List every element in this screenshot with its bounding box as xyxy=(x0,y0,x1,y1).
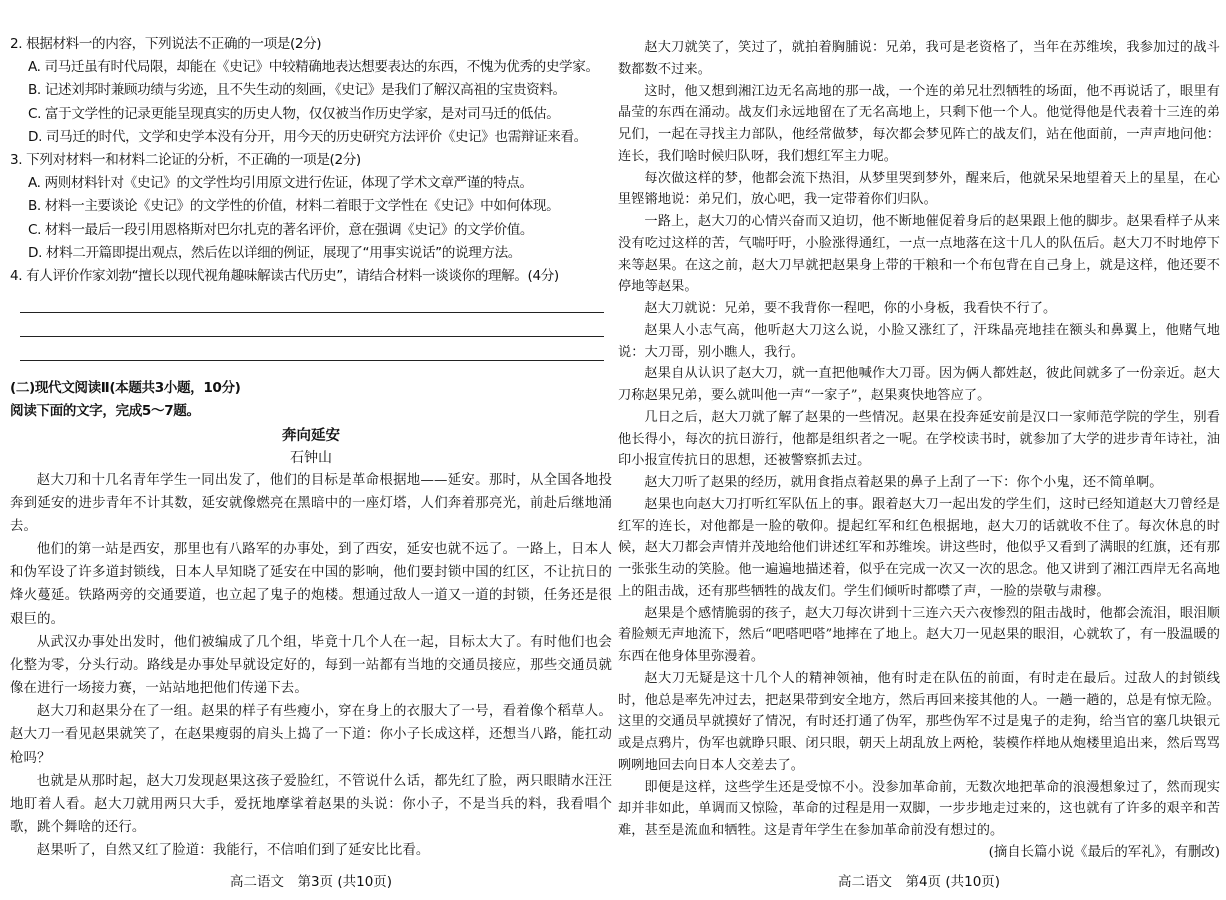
question-stem: 3. 下列对材料一和材料二论证的分析，不正确的一项是(2分) xyxy=(10,152,361,169)
option-d: D. 材料二开篇即提出观点，然后佐以详细的例证，展现了“用事实说话”的说理方法。 xyxy=(28,244,521,261)
right-page-content xyxy=(618,37,1220,864)
story-paragraph: 几日之后，赵大刀就了解了赵果的一些情况。赵果在投奔延安前是汉口一家师范学院的学生，别看他长得小，每次的抗日游行，他都是组织者之一呢。在学校读书时，就参加了大学的进步青年诗社，油印小报宣传抗日的思想，还被警察抓去过。 xyxy=(618,409,1220,469)
story-paragraph: 这时，他又想到湘江边无名高地的那一战，一个连的弟兄壮烈牺牲的场面，他不再说话了，眼里有晶莹的东西在涌动。战友们永远地留在了无名高地上，只剩下他一个人。他觉得他是代表着十三连的弟兄们，一起在寻找主力部队，他经常做梦，每次都会梦见阵亡的战友们，站在他面前，一声声地问他：连长，我们啥时候归队呀，我们想红军主力呢。 xyxy=(618,83,1220,164)
section-heading: (二)现代文阅读Ⅱ(本题共3小题，10分) xyxy=(10,380,241,397)
reading-instruction: 阅读下面的文字，完成5～7题。 xyxy=(10,403,200,420)
story-paragraph: 每次做这样的梦，他都会流下热泪，从梦里哭到梦外，醒来后，他就呆呆地望着天上的星星，在心里铿锵地说：弟兄们，放心吧，我一定带着你们归队。 xyxy=(618,170,1220,208)
answer-line xyxy=(20,360,604,361)
option-b: B. 材料一主要谈论《史记》的文学性的价值，材料二着眼于文学性在《史记》中如何体现。 xyxy=(28,198,560,215)
story-paragraph: 赵大刀就说：兄弟，要不我背你一程吧，你的小身板，我看快不行了。 xyxy=(644,301,1057,316)
story-paragraph: 赵果人小志气高，他听赵大刀这么说，小脸又涨红了，汗珠晶亮地挂在额头和鼻翼上，他赌气地说：大刀哥，别小瞧人，我行。 xyxy=(618,322,1220,360)
story-paragraph: 从武汉办事处出发时，他们被编成了几个组，毕竟十几个人在一起，目标太大了。有时他们也会化整为零，分头行动。路线是办事处早就设定好的，每到一站都有当地的交通员接应，那些交通员就像在进行一场接力赛，一站站地把他们传递下去。 xyxy=(10,634,612,697)
option-b: B. 记述刘邦时兼顾功绩与劣迹，且不失生动的刻画，《史记》是我们了解汉高祖的宝贵资料。 xyxy=(28,82,566,99)
answer-area[interactable] xyxy=(10,288,612,373)
story-paragraph: 赵大刀无疑是这十几个人的精神领袖，他有时走在队伍的前面，有时走在最后。过敌人的封锁线时，他总是率先冲过去，把赵果带到安全地方，然后再回来接其他的人。一趟一趟的，总是有惊无险。这里的交通员早就摸好了情况，有时还打通了伪军，那些伪军不过是鬼子的走狗，给当官的塞几块银元或是点鸦片，伪军也就睁只眼、闭只眼，朝天上胡乱放上两枪，装模作样地从炮楼里追出来，然后骂骂咧咧地回去向日本人交差去了。 xyxy=(618,670,1220,773)
story-paragraph: 他们的第一站是西安，那里也有八路军的办事处，到了西安，延安也就不远了。一路上，日本人和伪军设了许多道封锁线，日本人早知晓了延安在中国的影响，他们要封锁中国的红区，不让抗日的烽火蔓延。铁路两旁的交通要道，也立起了鬼子的炮楼。想通过敌人一道又一道的封锁，任务还是很艰巨的。 xyxy=(10,542,612,627)
source-citation: (摘自长篇小说《最后的军礼》，有删改) xyxy=(988,844,1220,860)
story-paragraph: 赵大刀和赵果分在了一组。赵果的样子有些瘦小，穿在身上的衣服大了一号，看着像个稻草人。赵大刀一看见赵果就笑了，在赵果瘦弱的肩头上捣了一下道：你小子长成这样，还想当八路，能扛动枪吗？ xyxy=(10,704,612,766)
story-paragraph: 赵果也向赵大刀打听红军队伍上的事。跟着赵大刀一起出发的学生们，这时已经知道赵大刀曾经是红军的连长，对他都是一脸的敬仰。提起红军和红色根据地，赵大刀的话就收不住了。每次休息的时候，赵大刀都会声情并茂地给他们讲述红军和苏维埃。讲这些时，他似乎又看到了满眼的红旗，还有那一张张生动的笑脸。他一遍遍地描述着，似乎在完成一次又一次的思念。他又讲到了湘江西岸无名高地上的阻击战，还有那些牺牲的战友们。学生们倾听时都噤了声，一脸的崇敬与肃穆。 xyxy=(618,496,1220,599)
story-paragraph: 赵果是个感情脆弱的孩子，赵大刀每次讲到十三连六天六夜惨烈的阻击战时，他都会流泪，眼泪顺着脸颊无声地流下，然后“吧嗒吧嗒”地摔在了地上。赵大刀一见赵果的眼泪，心就软了，有一股温暖的东西在他身体里弥漫着。 xyxy=(618,605,1220,664)
option-d: D. 司马迁的时代，文学和史学本没有分开，用今天的历史研究方法评价《史记》也需辩证来看。 xyxy=(28,128,587,145)
story-paragraph: 赵大刀就笑了，笑过了，就拍着胸脯说：兄弟，我可是老资格了，当年在苏维埃，我参加过的战斗数都数不过来。 xyxy=(618,40,1220,77)
story-paragraph: 赵大刀和十几名青年学生一同出发了，他们的目标是革命根据地——延安。那时，从全国各地投奔到延安的进步青年不计其数，延安就像燃亮在黑暗中的一座灯塔，人们奔着那亮光，前赴后继地涌去。 xyxy=(10,472,612,534)
page-footer: 高二语文 第3页 (共10页) xyxy=(229,874,393,890)
answer-line xyxy=(20,336,604,337)
option-c: C. 材料一最后一段引用恩格斯对巴尔扎克的著名评价，意在强调《史记》的文学价值。 xyxy=(28,221,534,238)
story-paragraph: 赵果听了，自然又红了脸道：我能行，不信咱们到了延安比比看。 xyxy=(36,843,430,859)
question-stem: 2. 根据材料一的内容，下列说法不正确的一项是(2分) xyxy=(10,36,322,52)
answer-line xyxy=(20,312,604,313)
left-page xyxy=(10,0,612,900)
story-paragraph: 也就是从那时起，赵大刀发现赵果这孩子爱脸红，不管说什么话，都先红了脸，两只眼睛水汪汪地盯着人看。赵大刀就用两只大手，爱抚地摩挲着赵果的头说：你小子，不是当兵的料，我看唱个歌，跳个舞啥的还行。 xyxy=(10,773,612,835)
story-paragraph: 赵果自从认识了赵大刀，就一直把他喊作大刀哥。因为俩人都姓赵，彼此间就多了一份亲近。赵大刀称赵果兄弟，要么就叫他一声“一家子”，赵果爽快地答应了。 xyxy=(618,366,1220,403)
option-a: A. 两则材料针对《史记》的文学性均引用原文进行佐证，体现了学术文章严谨的特点。 xyxy=(28,175,533,192)
page-footer: 高二语文 第4页 (共10页) xyxy=(837,874,1001,890)
story-paragraph: 即便是这样，这些学生还是受惊不小。没参加革命前，无数次地把革命的浪漫想象过了，然而现实却并非如此，单调而又惊险，革命的过程是用一双脚，一步步地走过来的，这也就有了许多的艰辛和苦难，甚至是流血和牺牲。这是青年学生在参加革命前没有想过的。 xyxy=(618,779,1220,838)
question-3 xyxy=(10,149,612,265)
left-page-content xyxy=(10,33,612,862)
option-a: A. 司马迁虽有时代局限，却能在《史记》中较精确地表达想要表达的东西，不愧为优秀的史学家。 xyxy=(28,59,599,76)
story-author: 石钟山 xyxy=(290,449,332,466)
question-stem: 4. 有人评价作家刘勃“擅长以现代视角趣味解读古代历史”，请结合材料一谈谈你的理解。(4分) xyxy=(10,268,559,285)
story-title: 奔向延安 xyxy=(282,427,340,444)
story-paragraph: 赵大刀听了赵果的经历，就用食指点着赵果的鼻子上刮了一下：你个小鬼，还不简单啊。 xyxy=(644,475,1163,490)
option-c: C. 富于文学性的记录更能呈现真实的历史人物，仅仅被当作历史学家，是对司马迁的低估。 xyxy=(28,105,560,122)
question-2 xyxy=(10,33,612,149)
question-4 xyxy=(10,265,612,373)
right-page xyxy=(618,0,1220,900)
story-paragraph: 一路上，赵大刀的心情兴奋而又迫切，他不断地催促着身后的赵果跟上他的脚步。赵果看样子从来没有吃过这样的苦，气喘吁吁，小脸涨得通红，一点一点地落在这十几人的队伍后。赵大刀不时地停下来等赵果。在这之前，赵大刀早就把赵果身上带的干粮和一个布包背在自己身上，就是这样，他还要不停地等赵果。 xyxy=(618,214,1220,295)
